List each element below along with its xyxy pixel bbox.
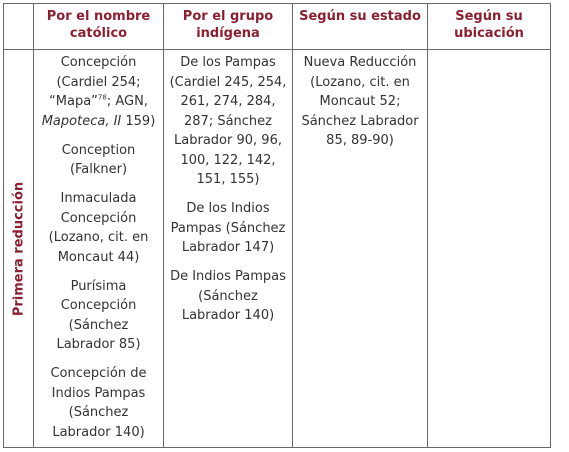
catolico-entry-5: Concepción de Indios Pampas (Sánchez Labrador 140) [50, 366, 147, 440]
catolico-entry-4: Purísima Concepción (Sánchez Labrador 85) [56, 278, 141, 352]
footnote-marker: 78 [97, 93, 107, 102]
cell-ubicacion [428, 50, 551, 448]
row-label: Primera reducción [10, 181, 26, 316]
indigena-entry-2: De los Indios Pampas (Sánchez Labrador 147) [170, 201, 286, 255]
header-estado: Según su estado [293, 4, 428, 50]
catolico-entry-2: Conception (Falkner) [61, 142, 136, 177]
header-row [4, 4, 551, 50]
header-ubicacion: Según su ubicación [428, 4, 551, 50]
header-grupo-indigena: Por el grupo indígena [164, 4, 293, 50]
indigena-entry-1: De los Pampas (Cardiel 245, 254, 261, 274, 284, 287; Sánchez Labrador 90, 96, 100, 122, 142, 151, 155) [169, 55, 287, 187]
corner-cell [4, 4, 34, 50]
header-nombre-catolico: Por el nombre católico [34, 4, 164, 50]
indigena-entry-3: De Indios Pampas (Sánchez Labrador 140) [170, 269, 286, 323]
reducciones-table [3, 3, 551, 448]
catolico-entry-1: Concepción (Cardiel 254; “Mapa”$^{78}$; AGN, Mapoteca, II 159) [41, 55, 156, 129]
cell-nombre-catolico [34, 50, 164, 448]
cell-grupo-indigena [164, 50, 293, 448]
table-row [4, 50, 551, 448]
cell-estado [293, 50, 428, 448]
catolico-entry-3: Inmaculada Concepción (Lozano, cit. en Moncaut 44) [48, 191, 149, 265]
estado-entry-1: Nueva Reducción (Lozano, cit. en Moncaut 52; Sánchez Labrador 85, 89-90) [301, 55, 419, 148]
row-label-cell [4, 50, 34, 448]
